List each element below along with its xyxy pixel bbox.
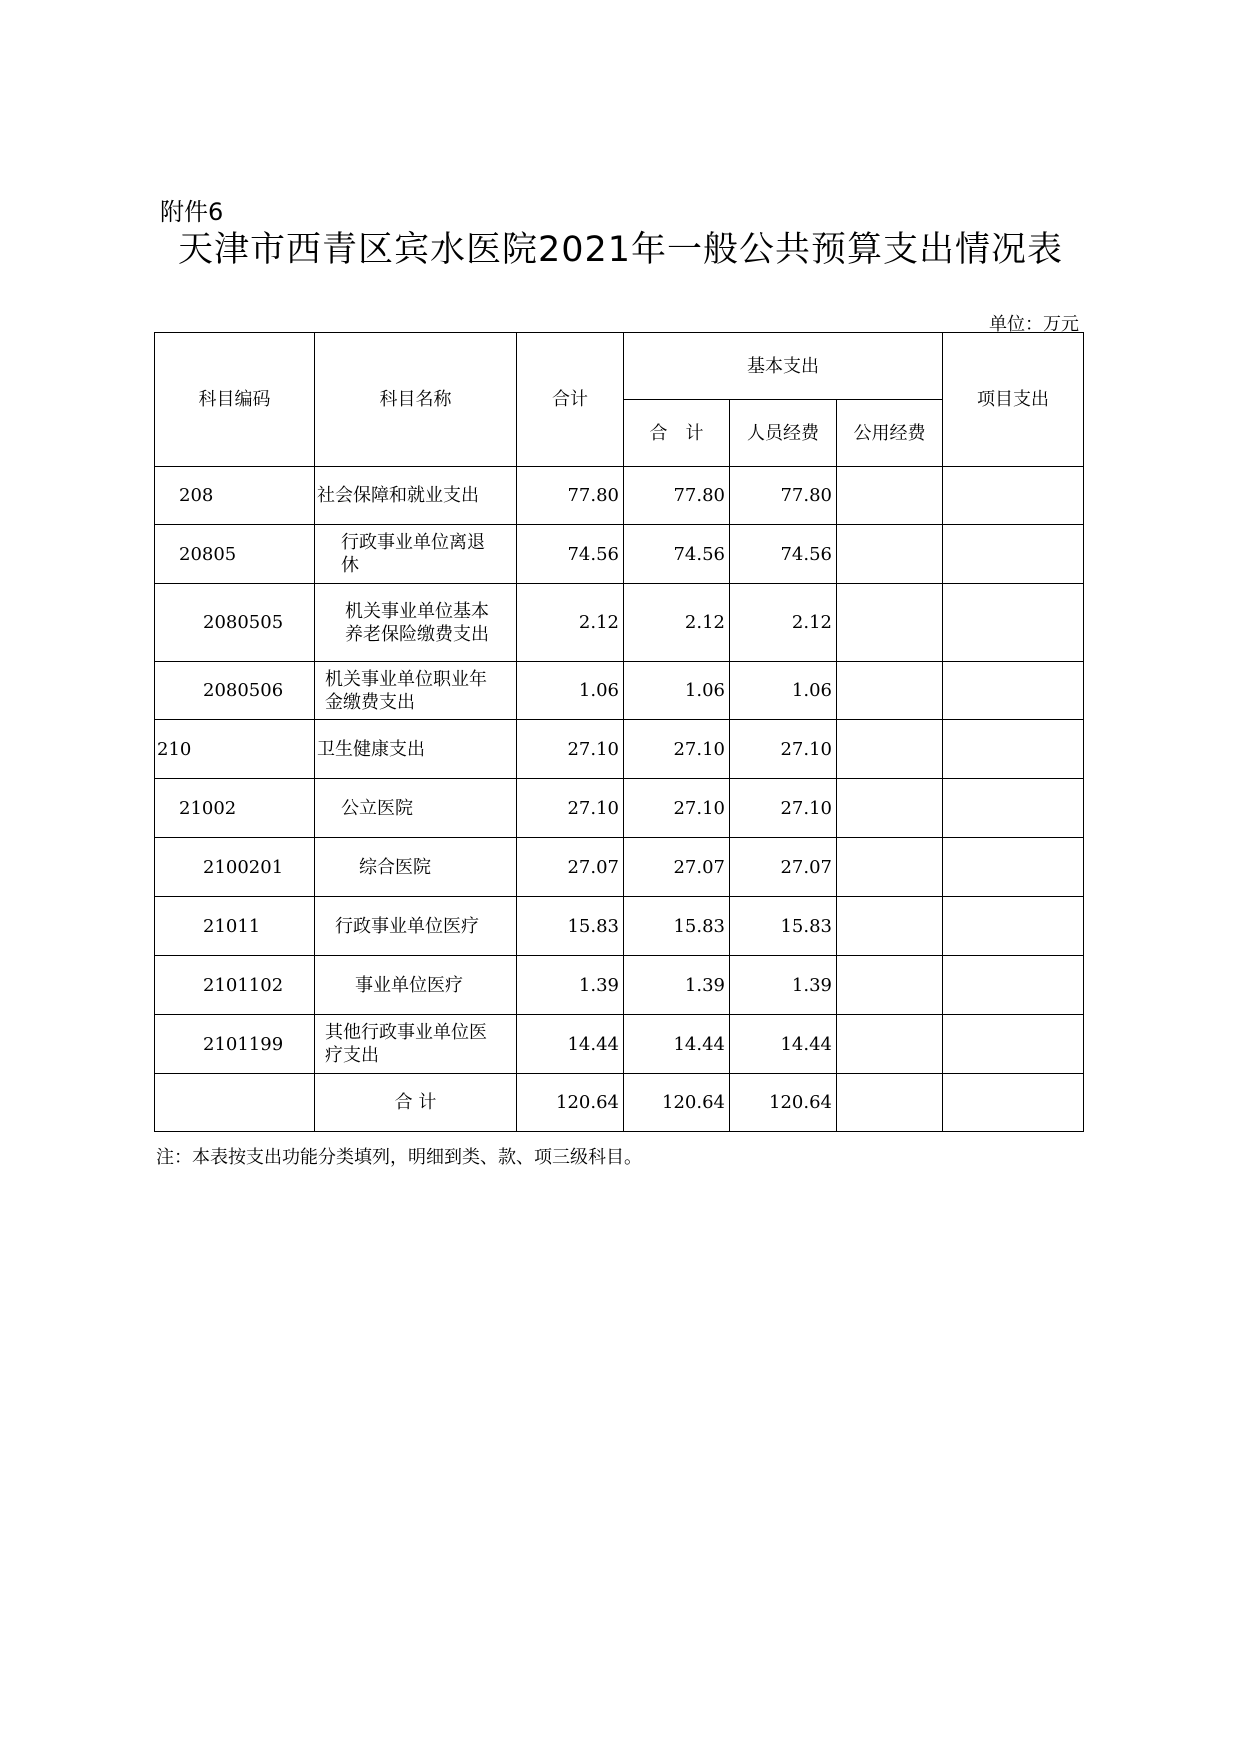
row-total: 77.80 [517,467,624,525]
row-public [837,720,943,779]
row-personnel: 15.83 [730,897,837,956]
row-total: 27.07 [517,838,624,897]
row-name: 机关事业单位职业年金缴费支出 [315,662,517,720]
row-project [943,897,1084,956]
row-public [837,584,943,662]
row-public [837,1015,943,1074]
row-personnel: 74.56 [730,525,837,584]
row-personnel: 1.06 [730,662,837,720]
row-total: 27.10 [517,720,624,779]
row-code: 21002 [155,779,315,838]
row-basic-total: 2.12 [624,584,730,662]
sum-total: 120.64 [517,1074,624,1132]
table-row [155,956,1084,1015]
row-personnel: 1.39 [730,956,837,1015]
row-name: 卫生健康支出 [315,720,517,779]
row-name: 综合医院 [315,838,517,897]
header-code: 科目编码 [155,333,315,467]
row-code: 2080506 [155,662,315,720]
row-total: 1.06 [517,662,624,720]
header-public: 公用经费 [837,400,943,467]
sum-code [155,1074,315,1132]
row-basic-total: 1.39 [624,956,730,1015]
row-name: 其他行政事业单位医疗支出 [315,1015,517,1074]
row-personnel: 77.80 [730,467,837,525]
footnote: 注：本表按支出功能分类填列，明细到类、款、项三级科目。 [156,1147,642,1168]
row-basic-total: 1.06 [624,662,730,720]
row-project [943,779,1084,838]
sum-personnel: 120.64 [730,1074,837,1132]
sum-row [155,1074,1084,1132]
row-project [943,467,1084,525]
header-total: 合计 [517,333,624,467]
row-total: 27.10 [517,779,624,838]
row-public [837,525,943,584]
row-basic-total: 77.80 [624,467,730,525]
row-basic-total: 15.83 [624,897,730,956]
table-row [155,838,1084,897]
row-name: 行政事业单位离退休 [315,525,517,584]
sum-public [837,1074,943,1132]
table-row [155,525,1084,584]
header-basic-total: 合 计 [624,400,730,467]
row-basic-total: 27.10 [624,720,730,779]
sum-basic-total: 120.64 [624,1074,730,1132]
row-project [943,662,1084,720]
row-total: 15.83 [517,897,624,956]
table-row [155,1015,1084,1074]
row-public [837,838,943,897]
row-name: 机关事业单位基本养老保险缴费支出 [315,584,517,662]
row-project [943,720,1084,779]
row-personnel: 14.44 [730,1015,837,1074]
budget-table [154,332,1084,1132]
row-project [943,956,1084,1015]
row-basic-total: 27.07 [624,838,730,897]
row-code: 210 [155,720,315,779]
row-public [837,467,943,525]
row-total: 2.12 [517,584,624,662]
header-project: 项目支出 [943,333,1084,467]
row-name: 公立医院 [315,779,517,838]
row-code: 2100201 [155,838,315,897]
row-basic-total: 74.56 [624,525,730,584]
row-project [943,1015,1084,1074]
sum-label: 合 计 [315,1074,517,1132]
row-total: 74.56 [517,525,624,584]
header-personnel: 人员经费 [730,400,837,467]
row-personnel: 2.12 [730,584,837,662]
row-name: 社会保障和就业支出 [315,467,517,525]
row-basic-total: 14.44 [624,1015,730,1074]
table-row [155,467,1084,525]
row-code: 2101102 [155,956,315,1015]
table-row [155,779,1084,838]
row-basic-total: 27.10 [624,779,730,838]
sum-project [943,1074,1084,1132]
row-project [943,525,1084,584]
unit-label: 单位：万元 [989,314,1079,335]
table-row [155,584,1084,662]
row-personnel: 27.10 [730,779,837,838]
row-public [837,779,943,838]
row-public [837,662,943,720]
row-public [837,897,943,956]
row-project [943,584,1084,662]
attachment-label: 附件6 [160,198,224,226]
table-row [155,897,1084,956]
row-code: 2080505 [155,584,315,662]
row-personnel: 27.07 [730,838,837,897]
row-personnel: 27.10 [730,720,837,779]
table-row [155,720,1084,779]
header-basic-group: 基本支出 [624,333,943,400]
row-name: 事业单位医疗 [315,956,517,1015]
page-title: 天津市西青区宾水医院2021年一般公共预算支出情况表 [177,230,1064,270]
row-code: 208 [155,467,315,525]
row-public [837,956,943,1015]
row-code: 21011 [155,897,315,956]
row-total: 1.39 [517,956,624,1015]
header-name: 科目名称 [315,333,517,467]
row-name: 行政事业单位医疗 [315,897,517,956]
table-row [155,662,1084,720]
row-project [943,838,1084,897]
row-code: 20805 [155,525,315,584]
row-total: 14.44 [517,1015,624,1074]
row-code: 2101199 [155,1015,315,1074]
